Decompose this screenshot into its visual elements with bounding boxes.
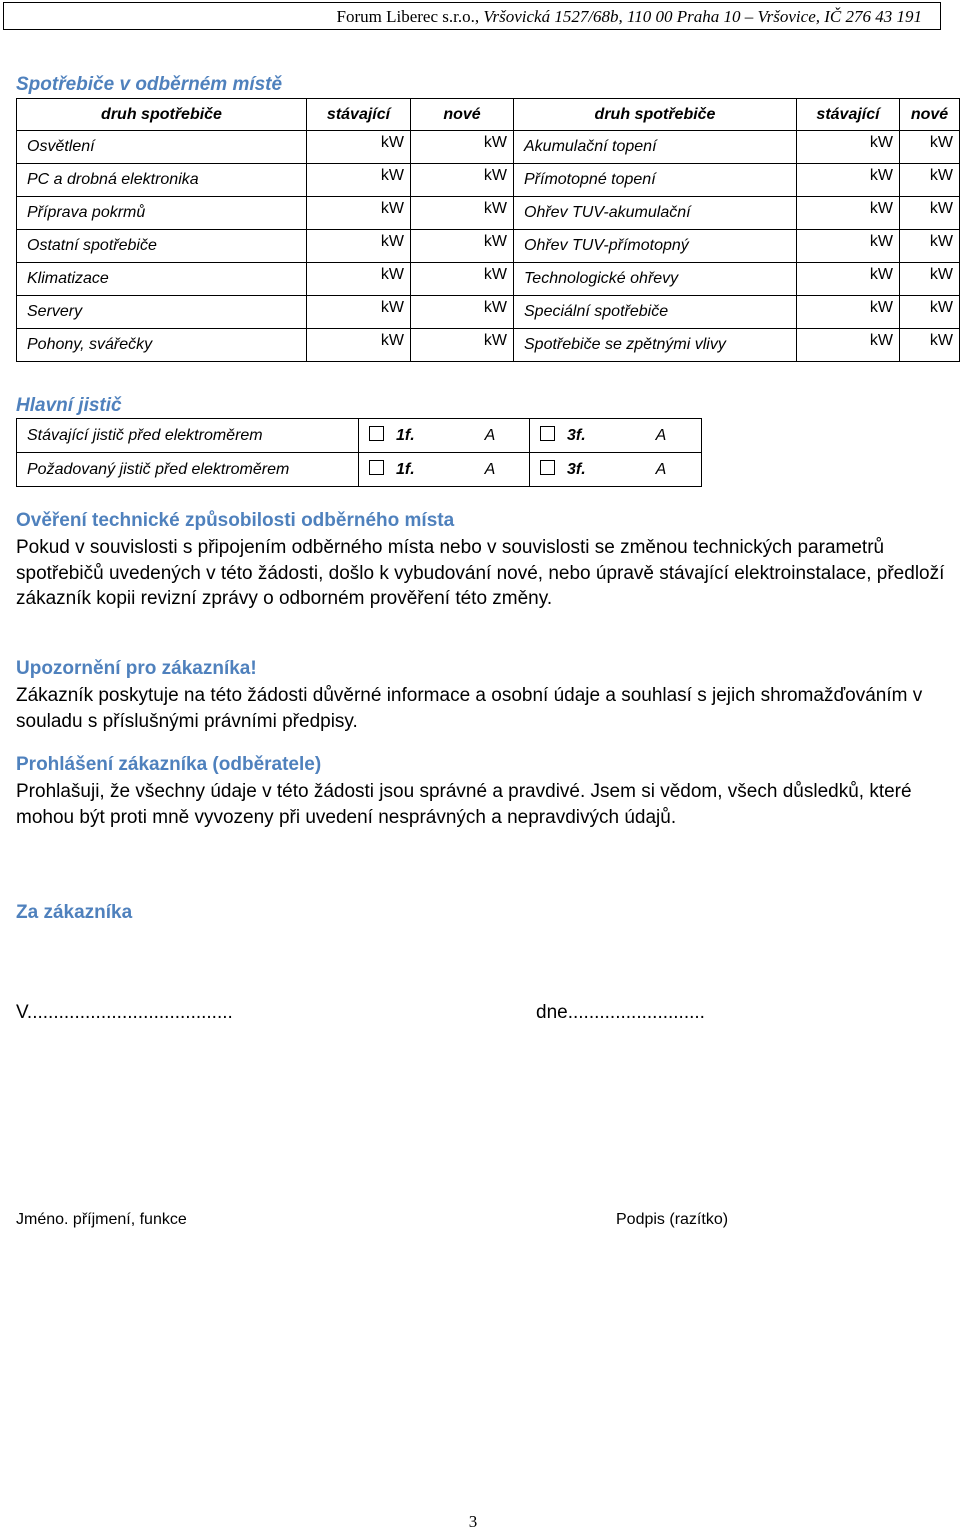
existing-kw-field[interactable]: kW [307,230,411,263]
consumer-label: Servery [17,296,307,329]
signature-label: Podpis (razítko) [616,1211,729,1228]
new-kw-field[interactable]: kW [411,197,514,230]
page-header [3,2,941,30]
new-kw-field[interactable]: kW [411,296,514,329]
new-kw-field[interactable]: kW [411,329,514,362]
breaker-option-1f[interactable]: 1f. A [359,419,530,453]
existing-kw-field[interactable]: kW [307,296,411,329]
col-type-left: druh spotřebiče [17,99,307,131]
consumer-label: Příprava pokrmů [17,197,307,230]
company-name: Forum Liberec s.r.o., [336,7,480,26]
consumer-label: Osvětlení [17,131,307,164]
declaration-title: Prohlášení zákazníka (odběratele) [16,754,322,775]
existing-kw-field[interactable]: kW [797,329,900,362]
table-row [17,329,960,362]
place-field[interactable]: V....................................... [16,1002,233,1023]
table-row [17,164,960,197]
company-address: Vršovická 1527/68b, 110 00 Praha 10 – Vršovice, IČ 276 43 191 [483,7,922,26]
checkbox-icon[interactable] [369,460,384,475]
consumer-label: Ostatní spotřebiče [17,230,307,263]
warning-title: Upozornění pro zákazníka! [16,658,257,679]
table-row [17,419,702,453]
checkbox-icon[interactable] [540,460,555,475]
customer-title: Za zákazníka [16,902,133,923]
existing-kw-field[interactable]: kW [307,263,411,296]
warning-text: Zákazník poskytuje na této žádosti důvěrné informace a osobní údaje a souhlasí s jejich shromažďováním v souladu s příslušnými právními předpisy. [16,685,923,732]
table-row [17,131,960,164]
new-kw-field[interactable]: kW [900,131,960,164]
existing-kw-field[interactable]: kW [307,164,411,197]
table-row [17,453,702,487]
breaker-row-label: Stávající jistič před elektroměrem [17,419,359,453]
new-kw-field[interactable]: kW [411,131,514,164]
new-kw-field[interactable]: kW [900,230,960,263]
checkbox-icon[interactable] [369,426,384,441]
col-type-right: druh spotřebiče [514,99,797,131]
consumer-label: Akumulační topení [514,131,797,164]
consumer-label: Pohony, svářečky [17,329,307,362]
consumer-label: Ohřev TUV-přímotopný [514,230,797,263]
existing-kw-field[interactable]: kW [797,131,900,164]
page-number: 3 [468,1512,478,1531]
col-new-right: nové [900,99,960,131]
existing-kw-field[interactable]: kW [307,329,411,362]
verification-title: Ověření technické způsobilosti odběrného místa [16,510,455,531]
existing-kw-field[interactable]: kW [797,296,900,329]
existing-kw-field[interactable]: kW [797,263,900,296]
consumers-header-row [17,99,960,131]
existing-kw-field[interactable]: kW [797,197,900,230]
consumers-title: Spotřebiče v odběrném místě [16,74,283,95]
new-kw-field[interactable]: kW [900,263,960,296]
new-kw-field[interactable]: kW [900,296,960,329]
consumer-label: Přímotopné topení [514,164,797,197]
table-row [17,296,960,329]
existing-kw-field[interactable]: kW [797,164,900,197]
table-row [17,263,960,296]
new-kw-field[interactable]: kW [411,164,514,197]
col-existing-right: stávající [797,99,900,131]
checkbox-icon[interactable] [540,426,555,441]
col-existing-left: stávající [307,99,411,131]
table-row [17,230,960,263]
consumer-label: Technologické ohřevy [514,263,797,296]
existing-kw-field[interactable]: kW [307,197,411,230]
breaker-option-3f[interactable]: 3f. A [530,419,702,453]
breaker-row-label: Požadovaný jistič před elektroměrem [17,453,359,487]
new-kw-field[interactable]: kW [900,197,960,230]
breaker-option-1f[interactable]: 1f. A [359,453,530,487]
consumer-label: PC a drobná elektronika [17,164,307,197]
consumer-label: Speciální spotřebiče [514,296,797,329]
table-row [17,197,960,230]
new-kw-field[interactable]: kW [411,230,514,263]
consumer-label: Klimatizace [17,263,307,296]
name-label: Jméno. příjmení, funkce [16,1211,187,1228]
declaration-text: Prohlašuji, že všechny údaje v této žádosti jsou správné a pravdivé. Jsem si vědom, všech důsledků, které mohou být proti mně vyvozeny při uvedení nesprávných a nepravdivých údajů. [16,781,912,828]
new-kw-field[interactable]: kW [900,329,960,362]
breaker-title: Hlavní jistič [16,395,122,416]
consumers-table [16,98,960,362]
col-new-left: nové [411,99,514,131]
new-kw-field[interactable]: kW [411,263,514,296]
verification-text: Pokud v souvislosti s připojením odběrného místa nebo v souvislosti se změnou technických parametrů spotřebičů uvedených v této žádosti, došlo k vybudování nové, nebo úpravě stávající elektroinstalace, předloží zákazník kopii revizní zprávy o odborném prověření této změny. [16,537,945,609]
date-field[interactable]: dne.......................... [536,1002,705,1023]
consumer-label: Spotřebiče se zpětnými vlivy [514,329,797,362]
consumer-label: Ohřev TUV-akumulační [514,197,797,230]
breaker-option-3f[interactable]: 3f. A [530,453,702,487]
existing-kw-field[interactable]: kW [797,230,900,263]
existing-kw-field[interactable]: kW [307,131,411,164]
new-kw-field[interactable]: kW [900,164,960,197]
breaker-table [16,418,702,487]
